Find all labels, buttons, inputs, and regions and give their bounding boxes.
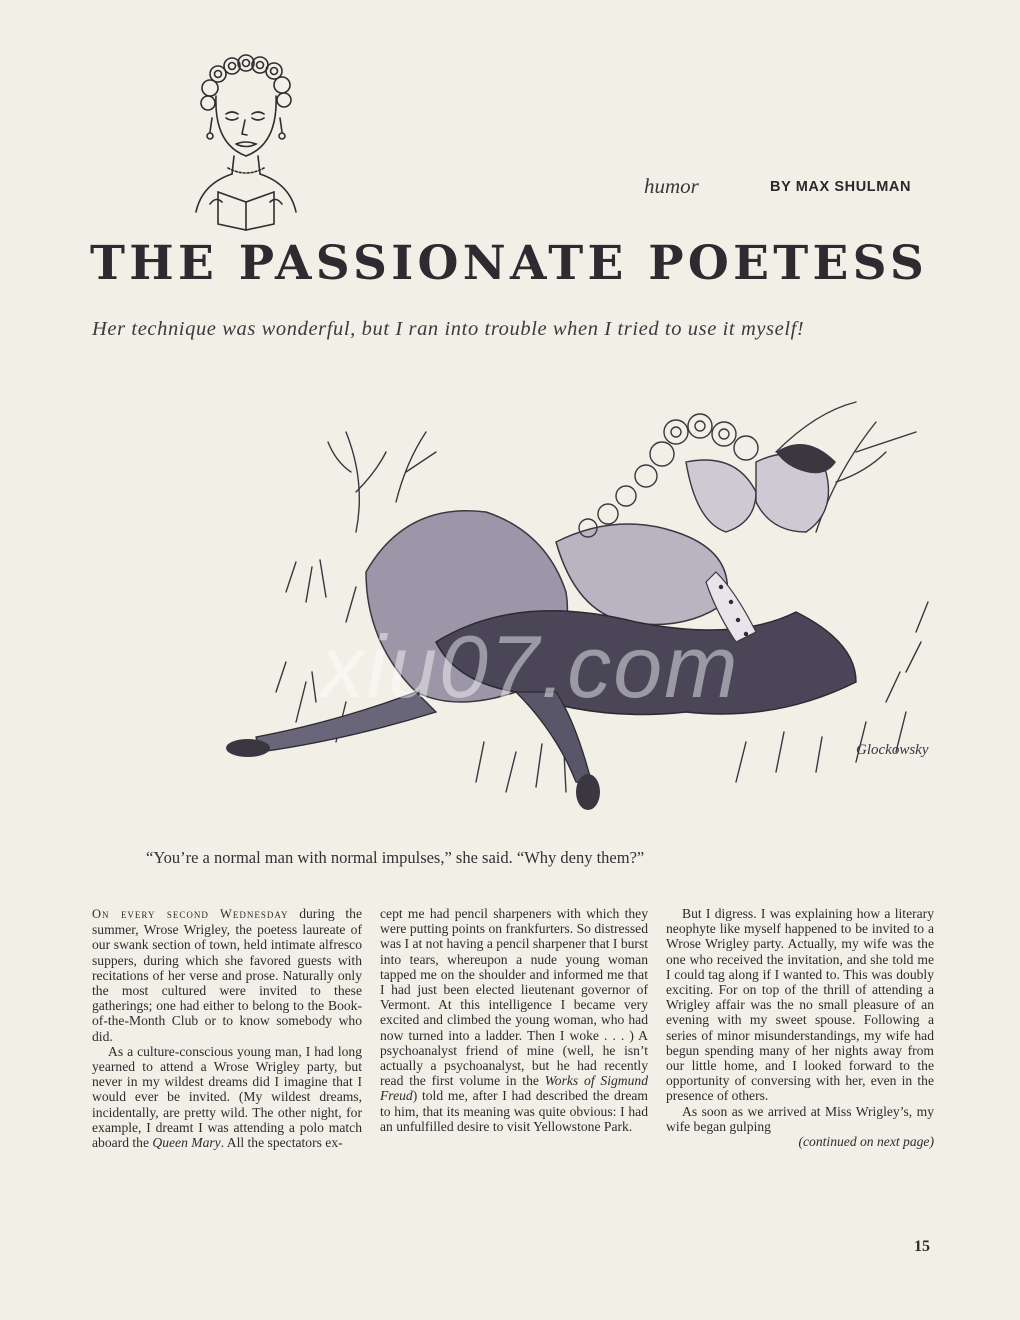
paragraph [380, 906, 648, 1134]
couple-illustration [216, 392, 956, 832]
page-number: 15 [914, 1238, 930, 1255]
article-title: THE PASSIONATE POETESS [90, 236, 929, 291]
poetess-portrait-sketch [188, 52, 304, 232]
paragraph [92, 906, 362, 1044]
byline: BY MAX SHULMAN [770, 179, 912, 195]
section-label: humor [644, 174, 699, 198]
illustration-caption: “You’re a normal man with normal impulses,” she said. “Why deny them?” [146, 848, 645, 867]
article-column-2 [380, 906, 648, 1134]
article-column-1 [92, 906, 362, 1150]
article-subtitle: Her technique was wonderful, but I ran into trouble when I tried to use it myself! [92, 318, 805, 340]
watermark: xiu07.com [320, 617, 740, 716]
artist-signature: Glockowsky [856, 742, 929, 758]
italic-title: Works of Sigmund Freud [380, 1073, 648, 1104]
paragraph-text: . All the spectators ex- [220, 1135, 343, 1151]
paragraph-text: As a culture-conscious young man, I had long yearned to attend a Wrose Wrigley party, but never in my wildest dreams did I imagine that I would ever be invited. (My wildest dreams, incidentally, are pretty wild. The other night, for example, I dreamt I was attending a polo match aboard the [92, 1043, 362, 1151]
paragraph [666, 1104, 934, 1134]
lead-in: On every second Wednesday [92, 907, 289, 921]
paragraph-text: ) told me, after I had described the dream to him, that its meaning was quite obvious: I had an unfulfilled desire to visit Yellowstone Park. [380, 1088, 648, 1134]
article-column-3 [666, 906, 934, 1149]
italic-title: Queen Mary [152, 1135, 221, 1151]
continued-note: (continued on next page) [798, 1134, 934, 1150]
paragraph-text: cept me had pencil sharpeners with which they were putting points on frankfurters. So distressed was I at not having a pencil sharpener that I burst into tears, whereupon a nude young woman tapped me on the shoulder and informed me that I had just been elected lieutenant governor of Vermont. At this intelligence I became very excited and climbed the young woman, who had now turned into a ladder. Then I woke . . . ) A psychoanalyst friend of mine (well, he isn’t actually a psychoanalyst, but he had recently read the first volume in the [380, 906, 649, 1089]
paragraph-text: As soon as we arrived at Miss Wrigley’s, my wife began gulping [666, 1103, 934, 1134]
paragraph-text: But I digress. I was explaining how a literary neophyte like myself happened to be invited to a Wrose Wrigley party. Actually, my wife was the one who received the invitation, and she told me I could tag along if I wanted to. This was doubly exciting. For on top of the thrill of attending a Wrigley affair was the no small pleasure of an evening with my sweet spouse. Following a series of minor misunderstandings, my wife had begun spending many of her nights away from our little home, and I looked forward to the opportunity of conversing with her, even in the presence of others. [666, 906, 934, 1104]
paragraph [666, 906, 934, 1104]
paragraph [92, 1044, 362, 1150]
paragraph-text: during the summer, Wrose Wrigley, the poetess laureate of our swank section of town, held intimate alfresco suppers, during which she favored guests with recitations of her verse and prose. Naturally only the most cultured were invited to these gatherings; one had either to belong to the Book-of-the-Month Club or to know somebody who did. [92, 906, 362, 1044]
